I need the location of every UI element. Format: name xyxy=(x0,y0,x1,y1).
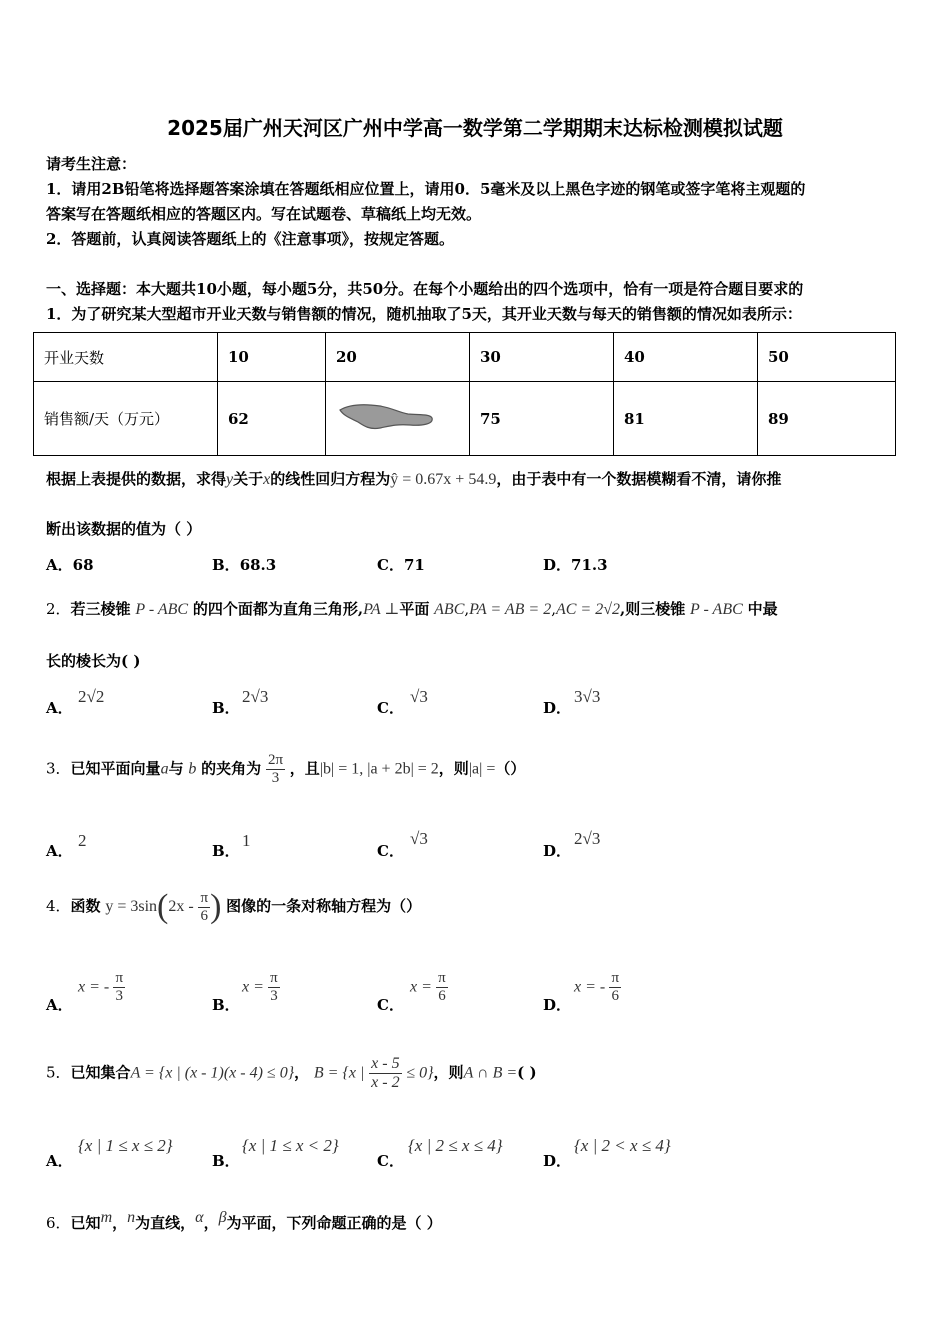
notice-heading: 请考生注意： xyxy=(46,155,137,173)
q4-option-c-value: x = $\frac{\pi}{6}$ xyxy=(410,970,446,1004)
q1-table xyxy=(33,332,896,456)
q1-text: 根据上表提供的数据，求得y关于x的线性回归方程为ŷ = 0.67x + 54.9，由于表中有一个数据模糊看不清，请你推 xyxy=(46,470,782,488)
q1-stem: 1．为了研究某大型超市开业天数与销售额的情况，随机抽取了5天，其开业天数与每天的销售额的情况如表所示： xyxy=(46,305,802,323)
table-cell: 81 xyxy=(614,382,758,456)
q2-option-a-value: 2√2 xyxy=(78,687,105,706)
q3-option-d[interactable]: D． xyxy=(543,842,572,860)
table-cell: 75 xyxy=(470,382,614,456)
q2-option-c[interactable]: C． xyxy=(377,699,404,717)
section-heading: 一、选择题：本大题共10小题，每小题5分，共50分。在每个小题给出的四个选项中，恰有一项是符合题目要求的 xyxy=(46,280,804,298)
table-cell: 50 xyxy=(758,333,896,382)
notice-item-2: 2．答题前，认真阅读答题纸上的《注意事项》，按规定答题。 xyxy=(46,230,454,248)
q3-option-c[interactable]: C． xyxy=(377,842,404,860)
phase-fraction: $\frac{\pi}{6}$ xyxy=(200,889,209,924)
q3-option-b[interactable]: B． xyxy=(212,842,240,860)
q4-option-d[interactable]: D． xyxy=(543,996,572,1014)
blurred-cell xyxy=(326,382,470,456)
blur-smudge-icon xyxy=(336,400,436,434)
regression-equation: ŷ = 0.67x + 54.9 xyxy=(390,471,497,488)
q5-option-c[interactable]: C． xyxy=(377,1152,404,1170)
q5-option-a-value: {x | 1 ≤ x ≤ 2} xyxy=(78,1136,173,1155)
page-title: 2025届广州天河区广州中学高一数学第二学期期末达标检测模拟试题 xyxy=(167,116,783,140)
q4-option-b[interactable]: B． xyxy=(212,996,240,1014)
q1-text-cont: 断出该数据的值为（ ） xyxy=(46,520,202,538)
table-cell: 销售额/天（万元） xyxy=(34,382,218,456)
table-cell: 20 xyxy=(326,333,470,382)
table-row xyxy=(34,333,896,382)
q2-stem: 2．若三棱锥 P - ABC 的四个面都为直角三角形,PA ⊥平面 ABC,PA = AB = 2,AC = 2√2,则三棱锥 P - ABC 中最 xyxy=(46,600,778,618)
q3-option-c-value: √3 xyxy=(410,829,428,848)
angle-fraction: $\frac{2\pi}{3}$ xyxy=(267,752,284,786)
table-cell: 开业天数 xyxy=(34,333,218,382)
q4-option-c[interactable]: C． xyxy=(377,996,404,1014)
q2-option-d-value: 3√3 xyxy=(574,687,601,706)
table-cell: 30 xyxy=(470,333,614,382)
q2-option-b[interactable]: B． xyxy=(212,699,240,717)
q3-option-a-value: 2 xyxy=(78,831,87,850)
q2-option-a[interactable]: A． xyxy=(46,699,73,717)
notice-item-1: 1．请用2B铅笔将选择题答案涂填在答题纸相应位置上，请用0．5毫米及以上黑色字迹的钢笔或签字笔将主观题的 xyxy=(46,180,806,198)
q4-option-a[interactable]: A． xyxy=(46,996,73,1014)
q5-option-a[interactable]: A． xyxy=(46,1152,73,1170)
table-cell: 40 xyxy=(614,333,758,382)
set-b-fraction: $\frac{x - 5}{x - 2}$ xyxy=(371,1055,400,1091)
table-row xyxy=(34,382,896,456)
q6-stem: 6．已知m，n为直线，α，β为平面，下列命题正确的是（ ） xyxy=(46,1209,442,1232)
q5-option-d[interactable]: D． xyxy=(543,1152,572,1170)
q5-option-d-value: {x | 2 < x ≤ 4} xyxy=(574,1136,671,1155)
q4-stem: 4．函数 y = 3sin(2x - $\frac{\pi}{6}$ ) 图像的一条对称轴方程为（） xyxy=(46,888,422,925)
q2-stem-cont: 长的棱长为( ) xyxy=(46,652,141,670)
q3-option-a[interactable]: A． xyxy=(46,842,73,860)
q3-stem: 3．已知平面向量a与 b 的夹角为 $\frac{2\pi}{3}$ ，且|b| = 1, |a + 2b| = 2，则|a| =（） xyxy=(46,752,526,786)
q1-option-c[interactable]: C．71 xyxy=(377,556,425,574)
notice-item-1-cont: 答案写在答题纸相应的答题区内。写在试题卷、草稿纸上均无效。 xyxy=(46,205,482,223)
q5-option-b[interactable]: B． xyxy=(212,1152,240,1170)
q3-option-b-value: 1 xyxy=(242,831,251,850)
table-cell: 62 xyxy=(218,382,326,456)
q2-option-d[interactable]: D． xyxy=(543,699,572,717)
q5-option-b-value: {x | 1 ≤ x < 2} xyxy=(242,1136,339,1155)
q3-option-d-value: 2√3 xyxy=(574,829,601,848)
q2-option-c-value: √3 xyxy=(410,687,428,706)
q1-option-a[interactable]: A．68 xyxy=(46,556,94,574)
q4-option-a-value: x = - $\frac{\pi}{3}$ xyxy=(78,970,124,1004)
q1-option-d[interactable]: D．71.3 xyxy=(543,556,608,574)
q1-option-b[interactable]: B．68.3 xyxy=(212,556,277,574)
table-cell: 89 xyxy=(758,382,896,456)
q4-option-d-value: x = - $\frac{\pi}{6}$ xyxy=(574,970,620,1004)
q2-option-b-value: 2√3 xyxy=(242,687,269,706)
q4-option-b-value: x = $\frac{\pi}{3}$ xyxy=(242,970,278,1004)
q5-stem: 5．已知集合A = {x | (x - 1)(x - 4) ≤ 0}， B = {x | $\frac{x - 5}{x - 2}$ ≤ 0}，则A ∩ B =( ) xyxy=(46,1055,537,1091)
table-cell: 10 xyxy=(218,333,326,382)
q5-option-c-value: {x | 2 ≤ x ≤ 4} xyxy=(408,1136,503,1155)
